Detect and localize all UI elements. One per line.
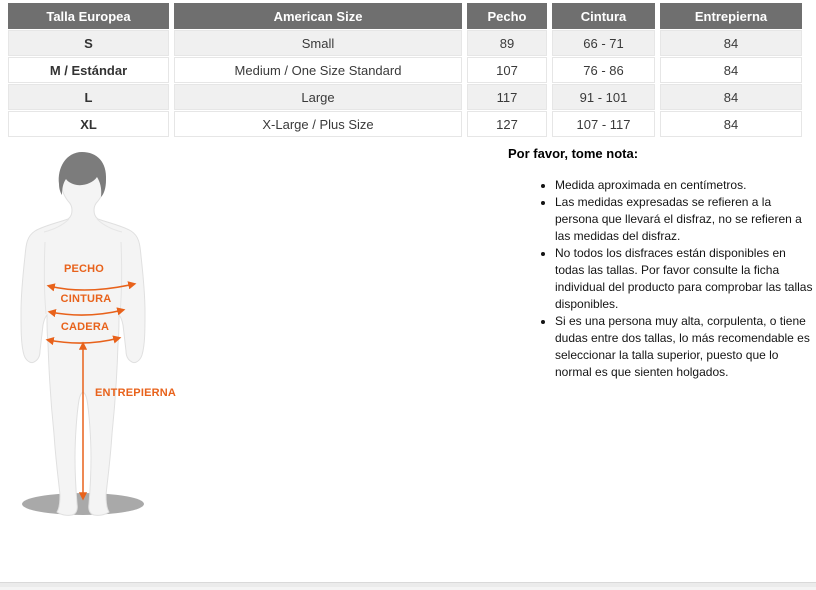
cell-chest: 107 [467, 57, 547, 83]
note-item-person-measures: • Las medidas expresadas se refieren a la persona que llevará el disfraz, no se refieren a las medidas del disfraz. [555, 194, 816, 245]
column-header-american-size: American Size [174, 3, 462, 29]
cell-chest: 127 [467, 111, 547, 137]
size-guide-page [0, 2, 816, 590]
cell-waist: 91 - 101 [552, 84, 655, 110]
note-item-cm: • Medida aproximada en centímetros. [555, 177, 816, 194]
cell-chest: 117 [467, 84, 547, 110]
cell-inseam: 84 [660, 57, 802, 83]
cell-size-eu: S [8, 30, 169, 56]
table-row-l [8, 84, 802, 110]
cell-size-eu: M / Estándar [8, 57, 169, 83]
cell-chest: 89 [467, 30, 547, 56]
cell-waist: 66 - 71 [552, 30, 655, 56]
waist-label: CINTURA [60, 293, 112, 305]
table-row-m [8, 57, 802, 83]
cell-size-us: Medium / One Size Standard [174, 57, 462, 83]
cell-waist: 107 - 117 [552, 111, 655, 137]
note-item-size-up: • Si es una persona muy alta, corpulenta, o tiene dudas entre dos tallas, lo más recomendable es seleccionar la talla superior, puesto que lo normal es que sienten holgados. [555, 313, 816, 381]
size-table-header-row [8, 3, 802, 29]
table-row-xl [8, 111, 802, 137]
column-header-entrepierna: Entrepierna [660, 3, 802, 29]
size-table [3, 2, 807, 138]
column-header-pecho: Pecho [467, 3, 547, 29]
cell-waist: 76 - 86 [552, 57, 655, 83]
cell-inseam: 84 [660, 84, 802, 110]
notes-section [508, 146, 816, 381]
cell-size-us: Small [174, 30, 462, 56]
hip-label: CADERA [60, 321, 110, 333]
notes-heading: Por favor, tome nota: [508, 146, 639, 161]
body-measurement-diagram [0, 142, 180, 532]
cell-inseam: 84 [660, 111, 802, 137]
notes-list [508, 177, 816, 381]
cell-size-us: Large [174, 84, 462, 110]
note-item-availability: • No todos los disfraces están disponibles en todas las tallas. Por favor consulte la ficha individual del producto para comprobar las tallas disponibles. [555, 245, 816, 313]
table-row-s [8, 30, 802, 56]
footer-divider [0, 582, 816, 590]
inseam-label: ENTREPIERNA [95, 387, 177, 399]
chest-label: PECHO [63, 263, 105, 275]
column-header-cintura: Cintura [552, 3, 655, 29]
cell-inseam: 84 [660, 30, 802, 56]
cell-size-eu: L [8, 84, 169, 110]
column-header-talla-europea: Talla Europea [8, 3, 169, 29]
cell-size-eu: XL [8, 111, 169, 137]
cell-size-us: X-Large / Plus Size [174, 111, 462, 137]
